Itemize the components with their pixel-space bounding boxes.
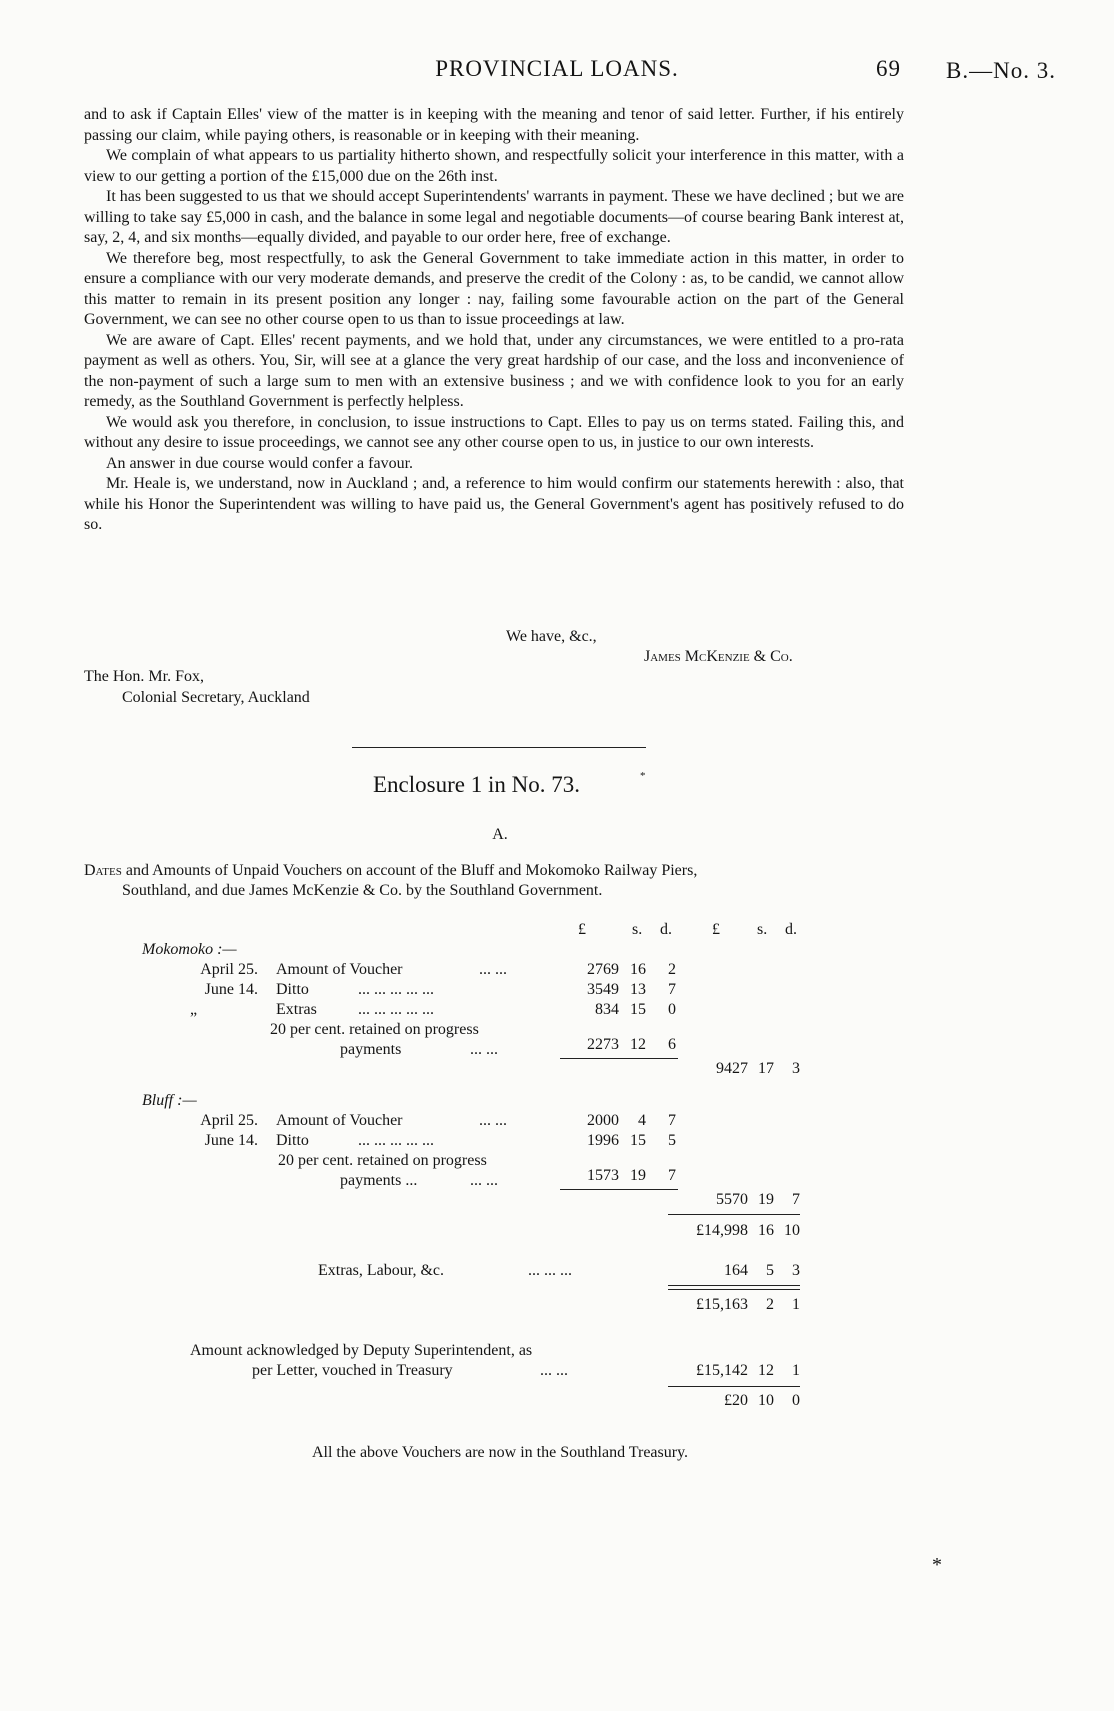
row-pounds: 2000: [587, 1112, 619, 1129]
row-pounds: 2769: [587, 961, 619, 978]
col-header-shillings: s.: [632, 921, 643, 938]
row-pence: 5: [668, 1132, 676, 1149]
section-heading-mokomoko: Mokomoko :—: [142, 941, 237, 958]
row-leader: ... ...: [479, 1112, 507, 1129]
row-leader: ... ...: [470, 1041, 498, 1058]
extras-pence: 3: [792, 1262, 800, 1279]
section-total-pounds: 5570: [716, 1191, 748, 1208]
page-header-title: PROVINCIAL LOANS.: [435, 56, 679, 81]
row-shillings: 15: [630, 1001, 646, 1018]
letter-closing: We have, &c.,: [506, 628, 597, 645]
row-shillings: 15: [630, 1132, 646, 1149]
row-date: April 25.: [200, 1112, 258, 1129]
table-footnote: All the above Vouchers are now in the Southland Treasury.: [311, 1444, 689, 1461]
row-pounds: 834: [595, 1001, 619, 1018]
letter-signature: James McKenzie & Co.: [644, 648, 793, 665]
letter-paragraph: and to ask if Captain Elles' view of the matter is in keeping with the meaning and tenor of said letter. Further, if his entirely passing our claim, while paying others, is reasonable or in keeping with their meaning.: [84, 106, 904, 144]
balance-shillings: 10: [758, 1392, 774, 1409]
row-leader: ... ... ... ... ...: [358, 1132, 434, 1149]
retained-label: 20 per cent. retained on progress: [270, 1021, 479, 1038]
row-pence: 7: [668, 1112, 676, 1129]
row-pence: 7: [668, 981, 676, 998]
section-total-shillings: 19: [758, 1191, 774, 1208]
corner-mark: *: [932, 1554, 942, 1576]
table-caption: [84, 862, 697, 880]
row-leader: ... ...: [470, 1172, 498, 1189]
row-pounds: 2273: [587, 1036, 619, 1053]
letter-paragraph: We complain of what appears to us partiality hitherto shown, and respectfully solicit your interference in this matter, with a view to our getting a portion of the £15,000 due on the 26th inst.: [84, 147, 904, 185]
acknowledged-pence: 1: [792, 1362, 800, 1379]
subtotal-pounds: £14,998: [696, 1222, 748, 1239]
retained-label: 20 per cent. retained on progress: [278, 1152, 487, 1169]
acknowledged-shillings: 12: [758, 1362, 774, 1379]
letter-paragraph: We are aware of Capt. Elles' recent payments, and we hold that, under any circumstances, we were entitled to a pro-rata payment as well as others. You, Sir, will see at a glance the very great hardship of our case, and the loss and inconvenience of the non-payment of such a large sum to men with an extensive business ; and we with confidence look to you for an early remedy, as the Southland Government is perfectly helpless.: [84, 331, 904, 410]
total-rule: [668, 1285, 800, 1290]
grand-total-shillings: 2: [766, 1296, 774, 1313]
row-pence: 6: [668, 1036, 676, 1053]
balance-pence: 0: [792, 1392, 800, 1409]
row-pounds: 1573: [587, 1167, 619, 1184]
row-leader: ... ...: [479, 961, 507, 978]
table-caption-line2: Southland, and due James McKenzie & Co. by the Southland Government.: [122, 882, 603, 899]
letter-paragraph: We therefore beg, most respectfully, to ask the General Government to take immediate action in this matter, in order to ensure a compliance with our very moderate demands, and preserve the credit of the Colony : as, to be candid, we cannot allow this matter to remain in its present position any longer : nay, failing some favourable action on the part of the General Government, we can see no other course open to us than to issue proceedings at law.: [84, 249, 904, 328]
row-pounds: 3549: [587, 981, 619, 998]
row-description: Extras: [276, 1001, 317, 1018]
col-header-pence: d.: [660, 921, 672, 938]
row-date: June 14.: [204, 981, 258, 998]
retained-label-cont: payments: [340, 1041, 402, 1058]
grand-total-pounds: £15,163: [696, 1296, 748, 1313]
row-description: Amount of Voucher: [276, 1112, 403, 1129]
letter-paragraph: It has been suggested to us that we should accept Superintendents' warrants in payment. These we have declined ; but we are willing to take say £5,000 in cash, and the balance in some legal and negotiable documents—of course bearing Bank interest at, say, 2, 4, and six months—equally divided, and payable to our order here, free of exchange.: [84, 188, 904, 246]
row-shillings: 16: [630, 961, 646, 978]
section-total-pounds: 9427: [716, 1060, 748, 1077]
row-shillings: 13: [630, 981, 646, 998]
sum-rule: [668, 1214, 800, 1215]
addressee-title: Colonial Secretary, Auckland: [122, 689, 310, 706]
sum-rule: [560, 1058, 678, 1059]
caption-text: and Amounts of Unpaid Vouchers on account of the Bluff and Mokomoko Railway Piers,: [121, 862, 698, 879]
row-leader: ... ... ...: [528, 1262, 572, 1279]
col-header-pounds-total: £: [712, 921, 720, 938]
balance-pounds: £20: [724, 1392, 748, 1409]
row-shillings: 12: [630, 1036, 646, 1053]
document-reference: B.—No. 3.: [946, 58, 1056, 83]
section-total-pence: 3: [792, 1060, 800, 1077]
row-leader: ... ...: [540, 1362, 568, 1379]
col-header-pence-total: d.: [785, 921, 797, 938]
letter-paragraph: An answer in due course would confer a favour.: [106, 454, 414, 472]
row-pence: 2: [668, 961, 676, 978]
letter-body: [84, 105, 904, 536]
addressee-name: The Hon. Mr. Fox,: [84, 668, 204, 685]
row-description: Ditto: [276, 981, 309, 998]
section-total-shillings: 17: [758, 1060, 774, 1077]
row-description: Ditto: [276, 1132, 309, 1149]
sum-rule: [668, 1386, 800, 1387]
extras-label: Extras, Labour, &c.: [318, 1262, 444, 1279]
enclosure-mark: *: [640, 770, 646, 782]
row-description: Amount of Voucher: [276, 961, 403, 978]
row-date: „: [190, 1001, 198, 1018]
caption-lead: Dates: [84, 862, 122, 879]
row-date: April 25.: [200, 961, 258, 978]
enclosure-title: Enclosure 1 in No. 73.: [373, 772, 580, 797]
row-pounds: 1996: [587, 1132, 619, 1149]
section-heading-bluff: Bluff :—: [142, 1092, 197, 1109]
extras-shillings: 5: [766, 1262, 774, 1279]
section-total-pence: 7: [792, 1191, 800, 1208]
row-shillings: 19: [630, 1167, 646, 1184]
row-shillings: 4: [638, 1112, 646, 1129]
col-header-pounds: £: [578, 921, 586, 938]
subtotal-shillings: 16: [758, 1222, 774, 1239]
sum-rule: [560, 1189, 678, 1190]
section-letter: A.: [492, 826, 508, 843]
retained-label-cont: payments ...: [340, 1172, 418, 1189]
page-number: 69: [876, 56, 901, 81]
extras-pounds: 164: [724, 1262, 748, 1279]
subtotal-pence: 10: [784, 1222, 800, 1239]
letter-paragraph: We would ask you therefore, in conclusion, to issue instructions to Capt. Elles to pay us on terms stated. Failing this, and without any desire to issue proceedings, we cannot see any other course open to us, in justice to our own interests.: [84, 413, 904, 451]
letter-paragraph: Mr. Heale is, we understand, now in Auckland ; and, a reference to him would confirm our statements herewith : also, that while his Honor the Superintendent was willing to have paid us, the General Government's agent has positively refused to do so.: [84, 475, 904, 533]
row-date: June 14.: [204, 1132, 258, 1149]
row-leader: ... ... ... ... ...: [358, 981, 434, 998]
acknowledged-label: Amount acknowledged by Deputy Superintendent, as: [190, 1342, 533, 1359]
grand-total-pence: 1: [792, 1296, 800, 1313]
col-header-shillings-total: s.: [757, 921, 768, 938]
row-pence: 0: [668, 1001, 676, 1018]
acknowledged-pounds: £15,142: [696, 1362, 748, 1379]
row-leader: ... ... ... ... ...: [358, 1001, 434, 1018]
acknowledged-label-cont: per Letter, vouched in Treasury: [252, 1362, 453, 1379]
row-pence: 7: [668, 1167, 676, 1184]
section-divider: [352, 747, 646, 748]
